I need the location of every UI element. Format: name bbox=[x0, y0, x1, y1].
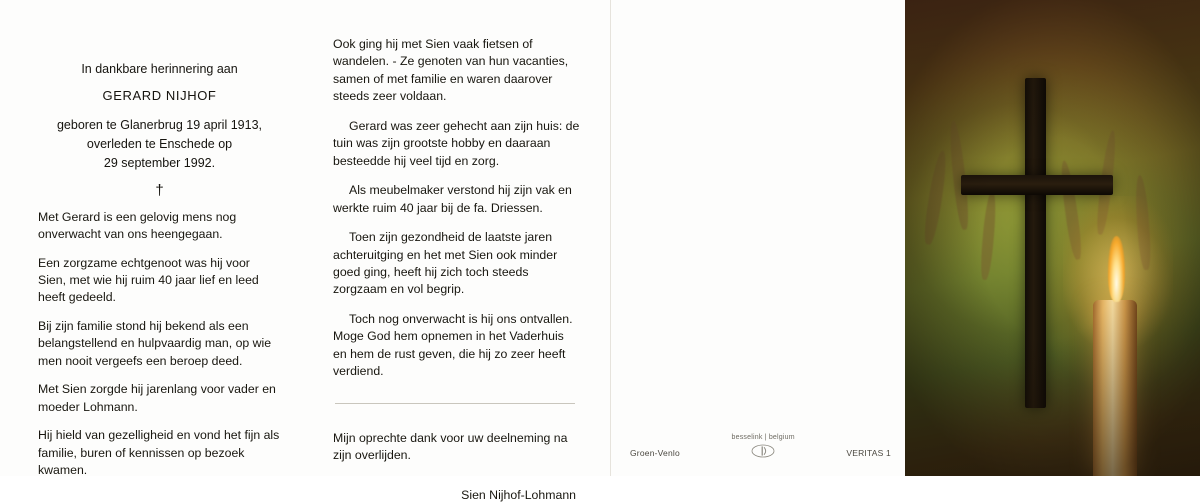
reference-label: VERITAS 1 bbox=[846, 448, 891, 458]
section-divider bbox=[335, 403, 575, 404]
memorial-paragraph: Toch nog onverwacht is hij ons ontvallen. Moge God hem opnemen in het Vaderhuis en hem de rust geven, die hij zo zeer heeft verdiend. bbox=[333, 311, 573, 379]
memorial-paragraph: Hij hield van gezelligheid en vond het fijn als familie, buren of kennissen op bezoek kwamen. bbox=[38, 428, 280, 478]
intro-line: In dankbare herinnering aan bbox=[81, 62, 238, 76]
signature: Sien Nijhof-Lohmann bbox=[461, 487, 576, 502]
birth-line: geboren te Glanerbrug 19 april 1913, bbox=[56, 117, 262, 132]
imprint-row bbox=[610, 434, 905, 458]
thanks-paragraph: Mijn oprechte dank voor uw deelneming na zijn overlijden. bbox=[333, 430, 568, 463]
memorial-paragraph: Als meubelmaker verstond hij zijn vak en werkte ruim 40 jaar bij de fa. Driessen. bbox=[333, 183, 572, 215]
cross-dagger-icon: † bbox=[155, 181, 164, 199]
deceased-name: GERARD NIJHOF bbox=[102, 88, 217, 104]
publisher-logo bbox=[732, 434, 795, 458]
panel-edge bbox=[610, 0, 611, 476]
publisher-logo-text: besselink | belgium bbox=[731, 434, 795, 442]
publisher-label: Groen-Venlo bbox=[630, 448, 680, 458]
death-line-1: overleden te Enschede op bbox=[86, 136, 233, 151]
death-line-2: 29 september 1992. bbox=[103, 156, 216, 171]
cross-candle-photograph bbox=[905, 0, 1200, 476]
memorial-paragraph: Bij zijn familie stond hij bekend als een belangstellend en hulpvaardig man, op wie men nooit vergeefs een beroep deed. bbox=[38, 318, 272, 368]
photo-vignette bbox=[905, 0, 1200, 476]
memorial-paragraph: Toen zijn gezondheid de laatste jaren achteruitging en het met Sien ook minder goed ging, heeft hij zich toch steeds zorgzaam en vol begrip. bbox=[333, 230, 558, 297]
besselink-logo-icon bbox=[750, 444, 776, 458]
memorial-paragraph: Met Gerard is een gelovig mens nog onverwacht van ons heengegaan. bbox=[38, 209, 237, 242]
memorial-text-panel-left bbox=[0, 0, 305, 476]
memorial-text-panel-middle bbox=[305, 0, 610, 502]
imprint-panel bbox=[610, 0, 905, 476]
memorial-paragraph: Een zorgzame echtgenoot was hij voor Sien, met wie hij ruim 40 jaar lief en leed heeft gedeeld. bbox=[38, 255, 259, 305]
memorial-paragraph: Ook ging hij met Sien vaak fietsen of wandelen. - Ze genoten van hun vacanties, samen of met familie en waren daarover steeds zeer voldaan. bbox=[333, 37, 569, 104]
memorial-paragraph: Gerard was zeer gehecht aan zijn huis: de tuin was zijn grootste hobby en daaraan besteedde hij veel tijd en zorg. bbox=[333, 118, 580, 168]
memorial-paragraph: Met Sien zorgde hij jarenlang voor vader en moeder Lohmann. bbox=[38, 382, 276, 414]
memorial-heading-block bbox=[38, 60, 281, 174]
